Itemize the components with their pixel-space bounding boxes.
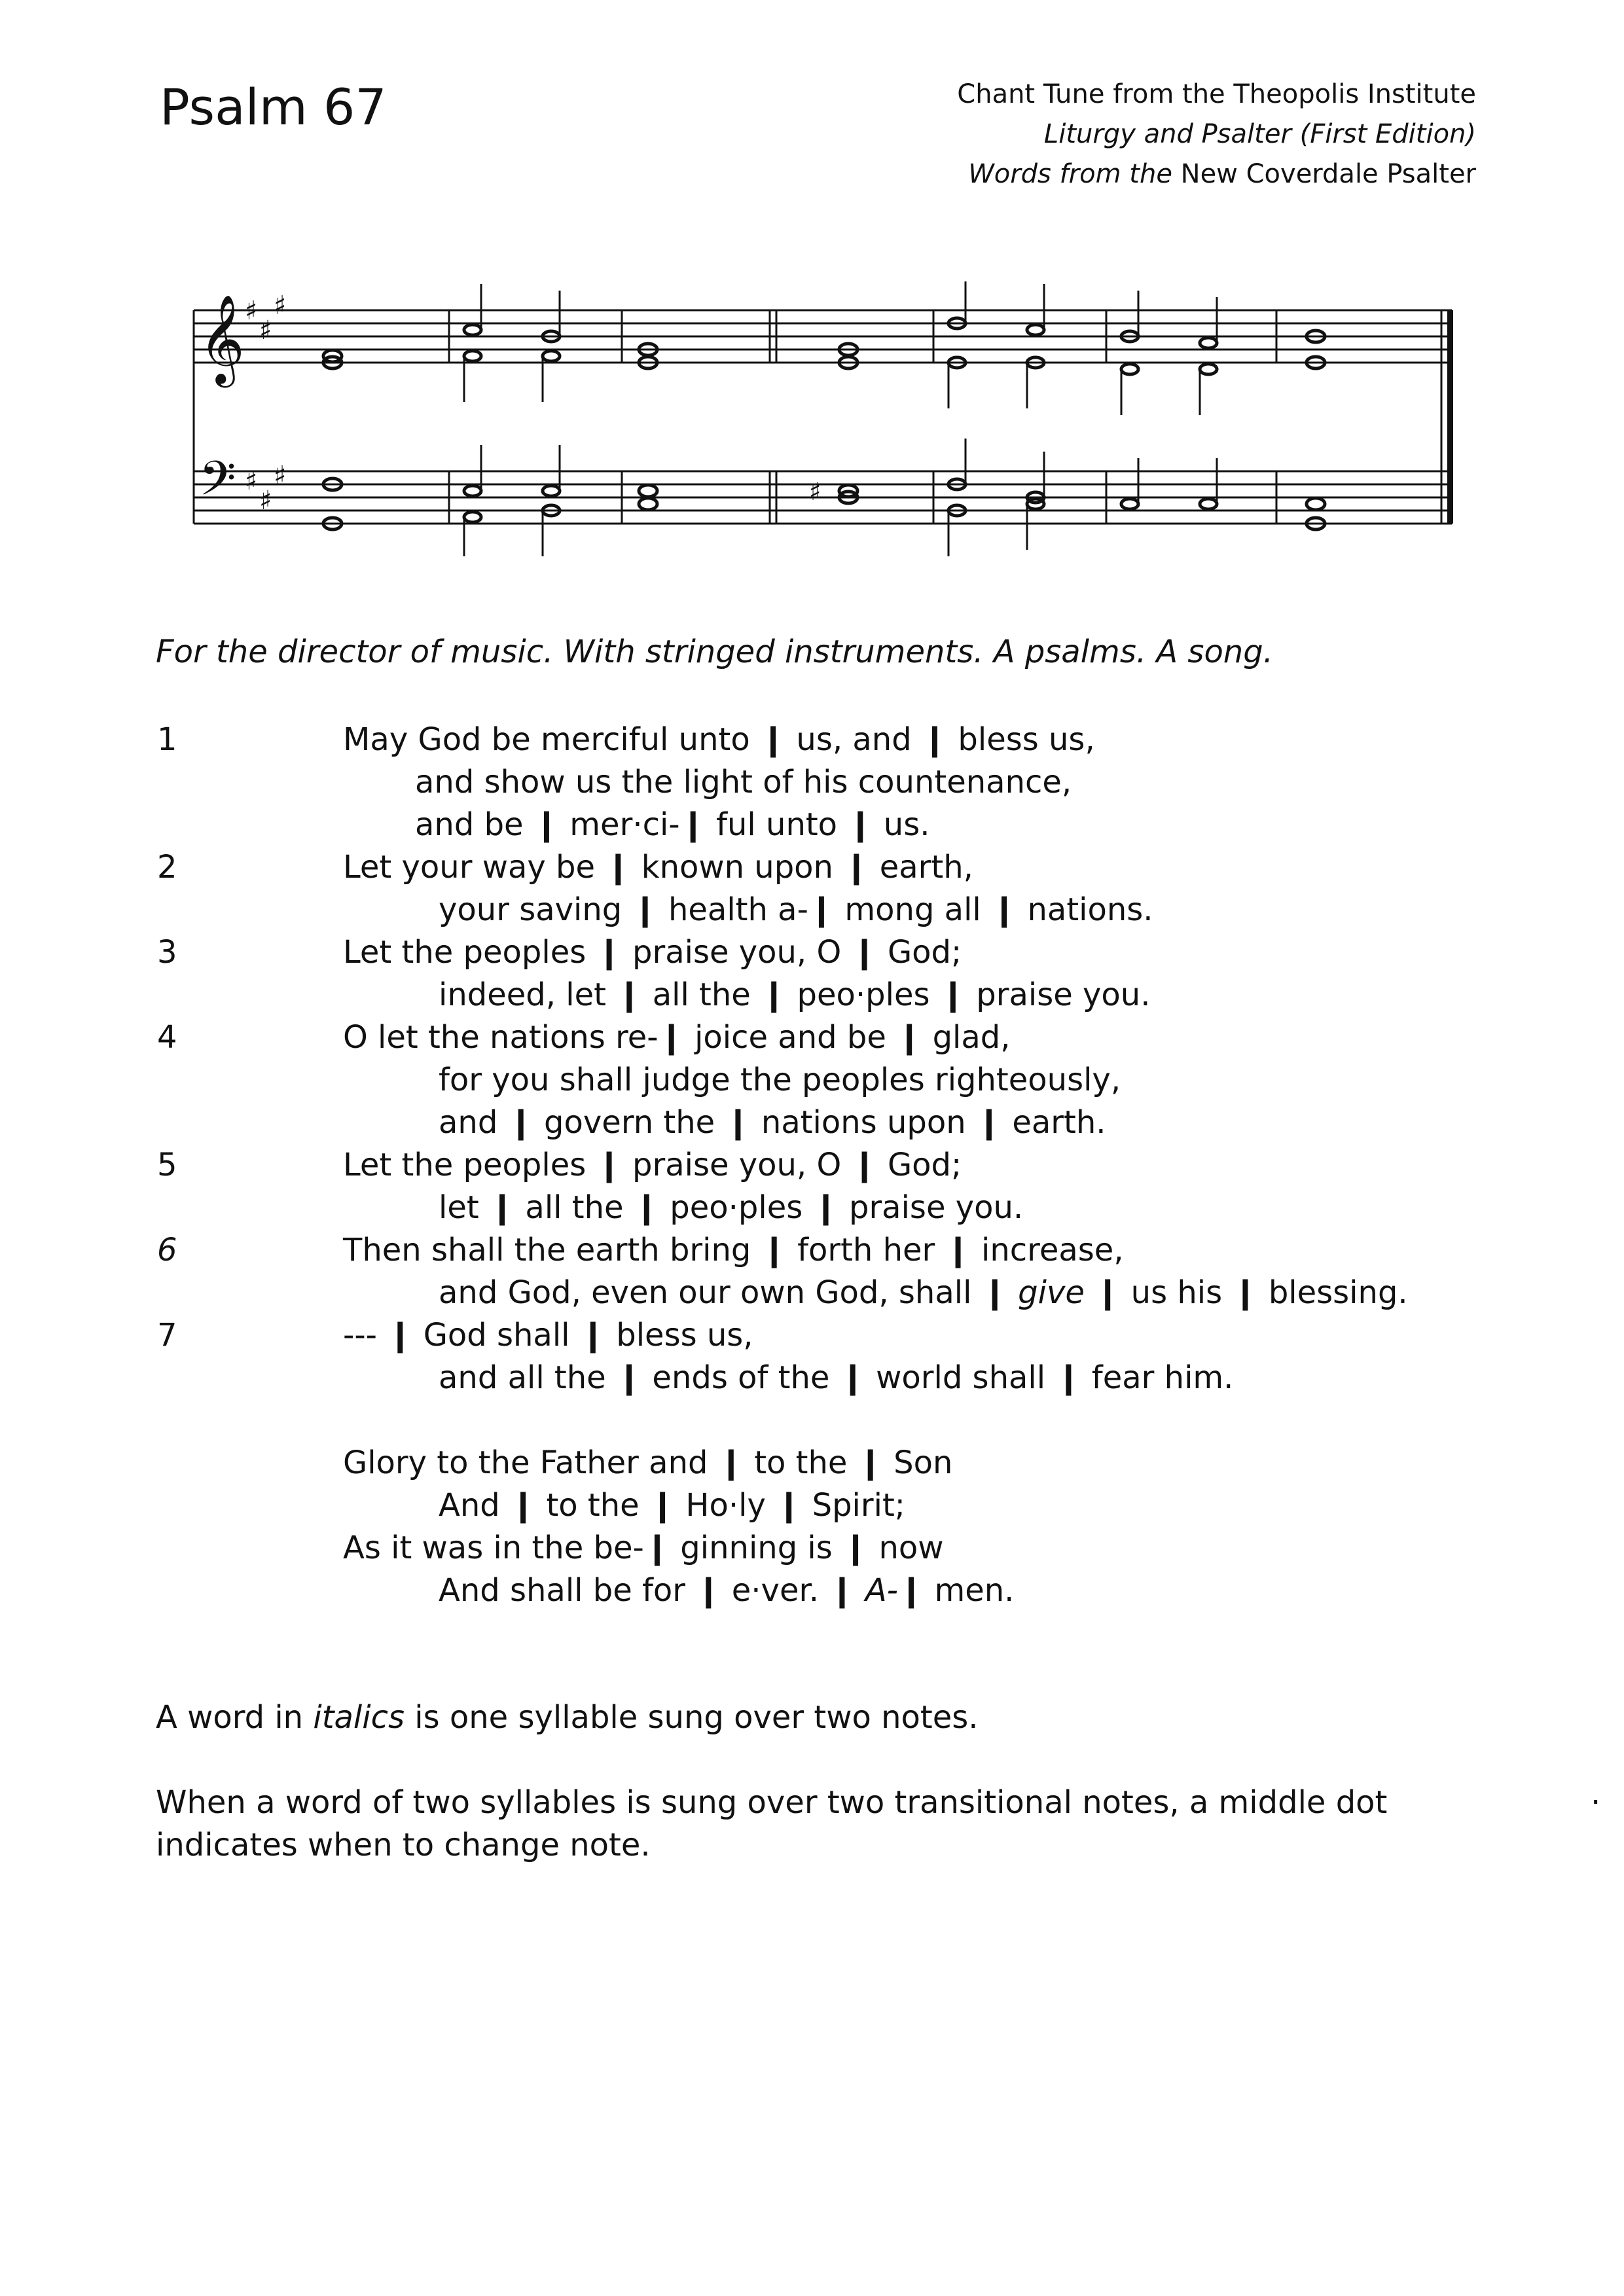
svg-text:♯: ♯ xyxy=(274,461,287,491)
gloria-line xyxy=(0,1484,1624,1527)
note-text: When a word of two syllables is sung over two transitional notes, a middle dot xyxy=(156,1784,1388,1821)
source-line-2: Liturgy and Psalter (First Edition) xyxy=(1043,119,1476,149)
verse-text: and show us the light of his countenance, xyxy=(415,764,1072,800)
gloria-line xyxy=(0,1442,1624,1484)
verse-line xyxy=(0,804,1624,846)
verse-text: Then shall the earth bring ❙ forth her ❙ increase, xyxy=(343,1232,1124,1268)
verse-number: 2 xyxy=(157,849,177,886)
verse-text-part: and God, even our own God, shall ❙ xyxy=(439,1274,1008,1311)
verse-text: O let the nations re-❙ joice and be ❙ glad, xyxy=(343,1019,1011,1056)
source-line-3 xyxy=(691,154,1476,194)
svg-text:♯: ♯ xyxy=(259,315,272,346)
svg-text:♯: ♯ xyxy=(274,291,287,321)
key-signature-icon xyxy=(245,291,286,516)
note-text: indicates when to change note. xyxy=(156,1827,651,1863)
verse-number: 1 xyxy=(157,721,177,758)
verse-text-part: ❙ us his ❙ blessing. xyxy=(1084,1274,1408,1311)
verse-line xyxy=(0,1229,1624,1272)
verse-number: 4 xyxy=(157,1019,177,1056)
usage-notes xyxy=(156,1696,1601,1867)
italic-word: A- xyxy=(865,1572,898,1609)
svg-text:♯: ♯ xyxy=(245,296,258,326)
verse-text: and be ❙ mer·ci-❙ ful unto ❙ us. xyxy=(415,806,930,843)
treble-clef-icon: 𝄞 xyxy=(199,293,245,384)
middle-dot-note xyxy=(156,1782,1601,1867)
verse-number: 7 xyxy=(157,1317,177,1354)
source-line-3-plain: New Coverdale Psalter xyxy=(1172,159,1476,189)
note-text: A word in xyxy=(156,1699,314,1736)
director-note: For the director of music. With stringed instruments. A psalms. A song. xyxy=(156,634,1273,670)
verse-line xyxy=(0,1059,1624,1102)
verse-line xyxy=(0,1102,1624,1144)
page-title: Psalm 67 xyxy=(160,78,387,136)
psalm-text xyxy=(0,719,1624,1612)
source-line-1: Chant Tune from the Theopolis Institute xyxy=(957,79,1476,109)
verse-line xyxy=(0,761,1624,804)
verse-number: 3 xyxy=(157,934,177,971)
gloria-line xyxy=(0,1570,1624,1612)
verse-number: 6 xyxy=(157,1232,177,1268)
verse-text: let ❙ all the ❙ peo·ples ❙ praise you. xyxy=(439,1189,1024,1226)
gloria-text: Glory to the Father and ❙ to the ❙ Son xyxy=(343,1444,953,1481)
verse-number: 5 xyxy=(157,1147,177,1183)
verse-line xyxy=(0,889,1624,931)
verse-text: Let the peoples ❙ praise you, O ❙ God; xyxy=(343,934,962,971)
gloria-text xyxy=(439,1570,1014,1612)
svg-text:♯: ♯ xyxy=(809,477,821,506)
verse-line xyxy=(0,1144,1624,1187)
gloria-text: And ❙ to the ❙ Ho·ly ❙ Spirit; xyxy=(439,1487,905,1524)
bass-clef-icon: 𝄢 xyxy=(199,450,236,518)
verse-text: and all the ❙ ends of the ❙ world shall ❙ fear him. xyxy=(439,1359,1234,1396)
verse-text: Let your way be ❙ known upon ❙ earth, xyxy=(343,849,973,886)
verse-line xyxy=(0,1272,1624,1314)
verse-text: May God be merciful unto ❙ us, and ❙ bless us, xyxy=(343,721,1095,758)
source-credits xyxy=(691,75,1476,194)
verse-line xyxy=(0,1016,1624,1059)
svg-text:♯: ♯ xyxy=(259,486,272,516)
note-italic-word: italics xyxy=(313,1699,405,1736)
verse-line xyxy=(0,1357,1624,1399)
gloria-text-part: And shall be for ❙ e·ver. ❙ xyxy=(439,1572,856,1609)
verse-line xyxy=(0,1187,1624,1229)
svg-text:♯: ♯ xyxy=(245,466,258,496)
verse-text: indeed, let ❙ all the ❙ peo·ples ❙ praise you. xyxy=(439,977,1151,1013)
verse-line xyxy=(0,846,1624,889)
verse-text: Let the peoples ❙ praise you, O ❙ God; xyxy=(343,1147,962,1183)
verse-text: your saving ❙ health a-❙ mong all ❙ nations. xyxy=(439,891,1153,928)
verse-line xyxy=(0,719,1624,761)
verse-line xyxy=(0,974,1624,1016)
verse-line xyxy=(0,1314,1624,1357)
verse-text xyxy=(439,1272,1408,1314)
source-line-3-italic: Words from the xyxy=(968,159,1172,189)
italics-note xyxy=(156,1696,1530,1739)
verse-text: for you shall judge the peoples righteously, xyxy=(439,1062,1121,1098)
verse-text: --- ❙ God shall ❙ bless us, xyxy=(343,1317,753,1354)
chant-score xyxy=(187,281,1477,556)
verse-text: and ❙ govern the ❙ nations upon ❙ earth. xyxy=(439,1104,1106,1141)
gloria-text: As it was in the be-❙ ginning is ❙ now xyxy=(343,1530,944,1566)
italic-word: give xyxy=(1018,1274,1085,1311)
gloria-line xyxy=(0,1527,1624,1570)
gloria-text-part: ❙ men. xyxy=(897,1572,1015,1609)
middle-dot-symbol: · xyxy=(1591,1784,1601,1821)
note-text: is one syllable sung over two notes. xyxy=(405,1699,979,1736)
verse-line xyxy=(0,931,1624,974)
